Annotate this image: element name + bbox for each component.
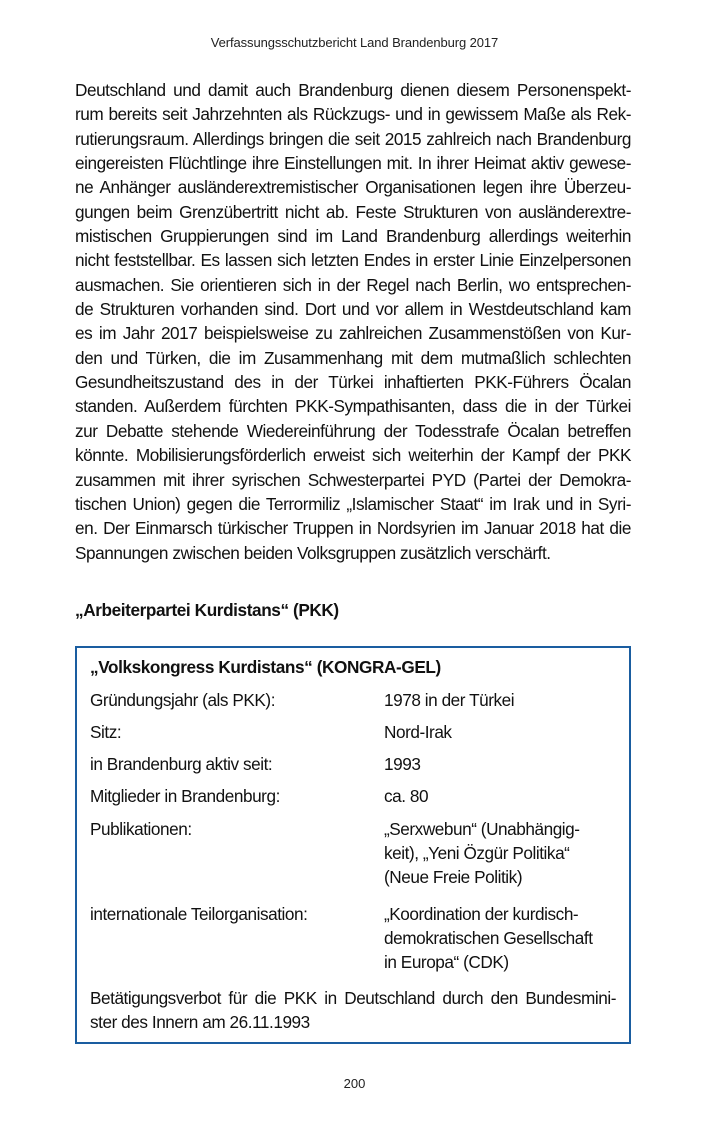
info-label: Publikationen: [90,819,192,839]
info-value [384,720,452,744]
info-value [384,752,420,776]
info-label: Gründungsjahr (als PKK): [90,690,276,710]
info-value-line: keit), „Yeni Özgür Politika“ [384,843,570,863]
paragraph-line: eingereisten Flüchtlinge ihre Einstellungen mit. In ihrer Heimat aktiv gewese- [75,153,631,174]
info-value-line: 1978 in der Türkei [384,690,515,710]
paragraph-line: es im Jahr 2017 beispielsweise zu zahlreichen Zusammenstößen von Kur- [75,323,631,344]
info-value-line: 1993 [384,754,421,774]
info-value-line: ca. 80 [384,786,429,806]
paragraph-line: Deutschland und damit auch Brandenburg dienen diesem Personenspekt- [75,80,631,100]
paragraph-line: standen. Außerdem fürchten PKK-Sympathisanten, dass die in der Türkei [75,396,631,417]
info-value-line: „Koordination der kurdisch- [384,904,579,924]
paragraph-line: Gesundheitszustand des in der Türkei inhaftierten PKK-Führers Öcalan [75,372,631,393]
info-value [384,902,593,974]
paragraph-line: de Strukturen vorhanden sind. Dort und vor allem in Westdeutschland kam [75,299,631,320]
info-label: internationale Teilorganisation: [90,904,308,924]
info-value-line: demokratischen Gesellschaft [384,928,593,948]
paragraph-line: ne Anhänger ausländerextremistischer Organisationen legen ihre Überzeu- [75,177,631,198]
paragraph-line: rum bereits seit Jahrzehnten als Rückzugs- und in gewissem Maße als Rek- [75,104,631,125]
info-value [384,817,580,889]
paragraph-line: tischen Union) gegen die Terrormiliz „Islamischer Staat“ im Irak und in Syri- [75,493,631,514]
ban-note [90,986,616,1034]
paragraph-line: rutierungsraum. Allerdings bringen die seit 2015 zahlreich nach Brandenburg [75,128,631,149]
ban-note-line: Betätigungsverbot für die PKK in Deutschland durch den Bundesmini- [90,988,616,1008]
info-value-line: Nord-Irak [384,722,452,742]
info-value-line: (Neue Freie Politik) [384,867,523,887]
paragraph-line: mistischen Gruppierungen sind im Land Brandenburg allerdings weiterhin [75,226,631,247]
paragraph-line: zur Debatte stehende Wiedereinführung der Todesstrafe Öcalan betreffen [75,420,631,441]
info-value [384,688,514,712]
paragraph-line: könnte. Mobilisierungsförderlich erweist sich weiterhin der Kampf der PKK [75,445,631,466]
section-heading: „Arbeiterpartei Kurdistans“ (PKK) [75,600,339,620]
paragraph-line: Spannungen zwischen beiden Volksgruppen zusätzlich verschärft. [75,542,551,563]
info-label: Sitz: [90,722,122,742]
info-value [384,784,428,808]
paragraph-line: en. Der Einmarsch türkischer Truppen in Nordsyrien im Januar 2018 hat die [75,518,631,539]
paragraph-line: den und Türken, die im Zusammenhang mit dem mutmaßlich schlechten [75,347,631,368]
running-header: Verfassungsschutzbericht Land Brandenburg 2017 [210,35,499,50]
info-label: Mitglieder in Brandenburg: [90,786,280,806]
paragraph-line: ausmachen. Sie orientieren sich in der Regel nach Berlin, wo entsprechen- [75,274,631,295]
info-value-line: „Serxwebun“ (Unabhängig- [384,819,580,839]
organization-info-box [75,646,631,1044]
page-number: 200 [343,1076,366,1091]
paragraph-line: zusammen mit ihrer syrischen Schwesterpartei PYD (Partei der Demokra- [75,469,631,490]
paragraph-line: gungen beim Grenzübertritt nicht ab. Feste Strukturen von ausländerextre- [75,201,631,222]
body-paragraph [75,78,631,565]
info-box-title: „Volkskongress Kurdistans“ (KONGRA-GEL) [90,657,441,677]
paragraph-line: nicht feststellbar. Es lassen sich letzten Endes in erster Linie Einzelpersonen [75,250,631,271]
info-label: in Brandenburg aktiv seit: [90,754,273,774]
info-value-line: in Europa“ (CDK) [384,952,509,972]
ban-note-line: ster des Innern am 26.11.1993 [90,1012,310,1032]
